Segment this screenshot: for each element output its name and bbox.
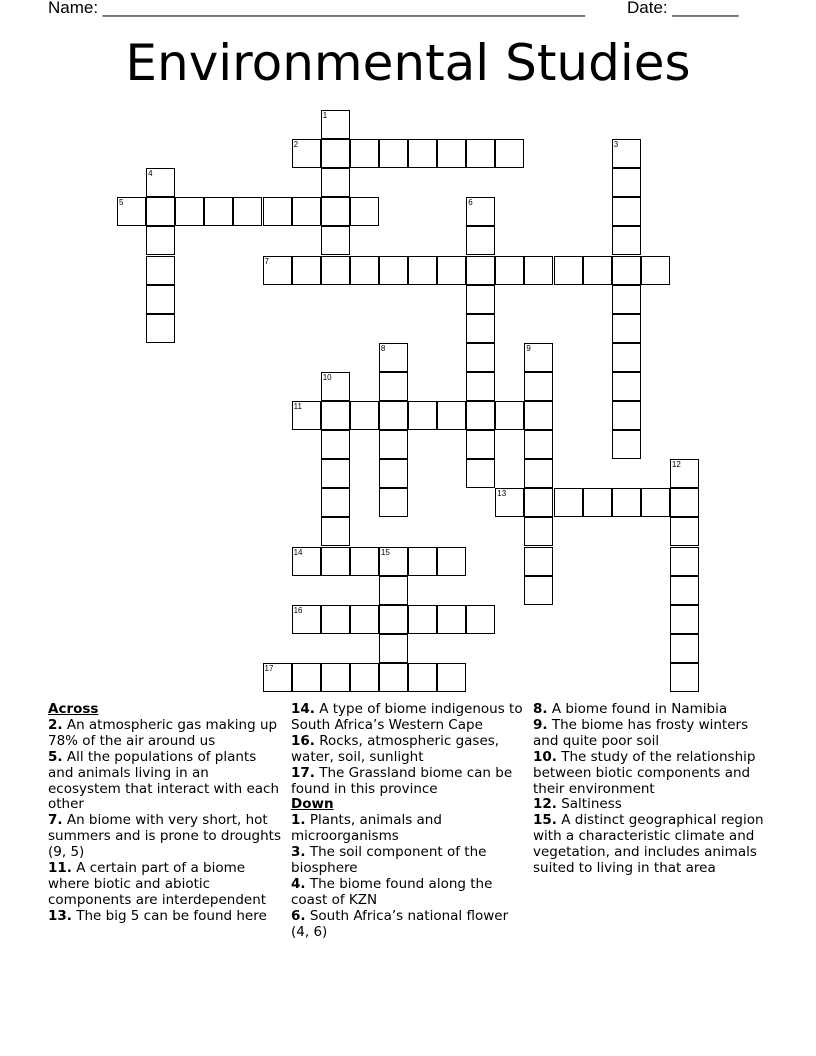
grid-cell[interactable] <box>321 168 350 197</box>
grid-cell[interactable] <box>466 401 495 430</box>
grid-cell[interactable] <box>466 459 495 488</box>
grid-cell[interactable] <box>379 139 408 168</box>
grid-cell[interactable] <box>233 197 262 226</box>
clue-down-8: 8. A biome found in Namibia <box>533 701 728 717</box>
grid-cell[interactable] <box>146 197 175 226</box>
grid-cell[interactable] <box>670 488 699 517</box>
grid-cell[interactable] <box>350 139 379 168</box>
grid-cell[interactable] <box>292 256 321 285</box>
grid-cell[interactable] <box>495 256 524 285</box>
grid-cell[interactable] <box>292 663 321 692</box>
clue-number-7: 7 <box>264 256 269 266</box>
grid-cell[interactable] <box>321 517 350 546</box>
grid-cell[interactable] <box>379 401 408 430</box>
grid-cell[interactable] <box>321 139 350 168</box>
grid-cell[interactable] <box>321 256 350 285</box>
grid-cell[interactable] <box>612 285 641 314</box>
grid-cell[interactable] <box>612 401 641 430</box>
grid-cell[interactable] <box>466 605 495 634</box>
grid-cell[interactable] <box>466 314 495 343</box>
clue-down-15: 15. A distinct geographical region with a characteristic climate and vegetation, and includes animals suited to living in that area <box>533 812 764 877</box>
grid-cell[interactable] <box>437 547 466 576</box>
grid-cell[interactable] <box>466 285 495 314</box>
grid-cell[interactable] <box>466 430 495 459</box>
grid-cell[interactable] <box>524 488 553 517</box>
clue-across-2: 2. An atmospheric gas making up 78% of the air around us <box>48 716 278 749</box>
name-field: Name: ___________________________________________________ <box>48 0 585 17</box>
grid-cell[interactable] <box>612 197 641 226</box>
grid-cell[interactable] <box>175 197 204 226</box>
grid-cell[interactable] <box>466 343 495 372</box>
clues-column-3 <box>533 702 768 877</box>
grid-cell[interactable] <box>612 372 641 401</box>
grid-cell[interactable] <box>524 372 553 401</box>
grid-cell[interactable] <box>670 605 699 634</box>
clue-number-10: 10 <box>322 372 332 382</box>
grid-cell[interactable] <box>379 605 408 634</box>
grid-cell[interactable] <box>379 430 408 459</box>
grid-cell[interactable] <box>321 488 350 517</box>
grid-cell[interactable] <box>466 372 495 401</box>
grid-cell[interactable] <box>350 605 379 634</box>
clue-down-9: 9. The biome has frosty winters and quite poor soil <box>533 716 749 749</box>
grid-cell[interactable] <box>612 226 641 255</box>
clue-down-6: 6. South Africa’s national flower (4, 6) <box>291 907 509 940</box>
grid-cell[interactable] <box>437 605 466 634</box>
grid-cell[interactable] <box>612 488 641 517</box>
clue-number-17: 17 <box>264 663 274 673</box>
clue-number-3: 3 <box>613 140 619 150</box>
grid-cell[interactable] <box>670 576 699 605</box>
clue-number-8: 8 <box>380 343 386 353</box>
clue-number-14: 14 <box>293 547 303 557</box>
clue-number-11: 11 <box>293 402 302 411</box>
grid-cell[interactable] <box>408 256 437 285</box>
clue-number-16: 16 <box>293 605 303 615</box>
grid-cell[interactable] <box>524 430 553 459</box>
grid-cell[interactable] <box>408 605 437 634</box>
grid-cell[interactable] <box>321 226 350 255</box>
grid-cell[interactable] <box>554 256 583 285</box>
grid-cell[interactable] <box>524 576 553 605</box>
clue-number-6: 6 <box>468 198 473 208</box>
grid-cell[interactable] <box>524 517 553 546</box>
grid-cell[interactable] <box>379 459 408 488</box>
clue-number-12: 12 <box>671 460 681 470</box>
clue-number-13: 13 <box>497 489 507 499</box>
grid-cell[interactable] <box>379 663 408 692</box>
grid-cell[interactable] <box>350 663 379 692</box>
grid-cell[interactable] <box>466 226 495 255</box>
grid-cell[interactable] <box>670 663 699 692</box>
grid-cell[interactable] <box>350 256 379 285</box>
grid-cell[interactable] <box>437 401 466 430</box>
grid-cell[interactable] <box>263 197 292 226</box>
date-field: Date: _______ <box>627 0 739 17</box>
clue-down-12: 12. Saltiness <box>533 796 622 813</box>
grid-cell[interactable] <box>350 401 379 430</box>
grid-cell[interactable] <box>495 139 524 168</box>
grid-cell[interactable] <box>670 634 699 663</box>
grid-cell[interactable] <box>583 256 612 285</box>
across-heading: Across <box>48 701 99 717</box>
grid-cell[interactable] <box>408 139 437 168</box>
grid-cell[interactable] <box>146 226 175 255</box>
grid-cell[interactable] <box>437 139 466 168</box>
grid-cell[interactable] <box>524 256 553 285</box>
grid-cell[interactable] <box>670 517 699 546</box>
clue-number-9: 9 <box>526 343 531 353</box>
page-title: Environmental Studies <box>125 34 691 92</box>
grid-cell[interactable] <box>408 547 437 576</box>
down-heading: Down <box>291 796 334 813</box>
grid-cell[interactable] <box>350 197 379 226</box>
clue-across-7: 7. An biome with very short, hot summers and is prone to droughts (9, 5) <box>48 812 282 861</box>
grid-cell[interactable] <box>641 488 670 517</box>
grid-cell[interactable] <box>583 488 612 517</box>
clue-number-4: 4 <box>148 169 153 179</box>
grid-cell[interactable] <box>204 197 233 226</box>
clue-down-10: 10. The study of the relationship between biotic components and their environment <box>533 748 756 797</box>
grid-cell[interactable] <box>321 430 350 459</box>
grid-cell[interactable] <box>524 547 553 576</box>
grid-cell[interactable] <box>466 139 495 168</box>
grid-cell[interactable] <box>612 314 641 343</box>
grid-cell[interactable] <box>321 459 350 488</box>
grid-cell[interactable] <box>612 168 641 197</box>
grid-cell[interactable] <box>321 197 350 226</box>
clue-across-17: 17. The Grassland biome can be found in this province <box>291 764 513 797</box>
grid-cell[interactable] <box>146 314 175 343</box>
grid-cell[interactable] <box>146 256 175 285</box>
clue-across-14: 14. A type of biome indigenous to South Africa’s Western Cape <box>291 701 523 733</box>
clue-across-16: 16. Rocks, atmospheric gases, water, soil, sunlight <box>291 732 500 765</box>
clue-number-2: 2 <box>293 140 299 150</box>
clue-down-1: 1. Plants, animals and microorganisms <box>291 812 442 845</box>
clue-down-4: 4. The biome found along the coast of KZN <box>291 875 493 908</box>
grid-cell[interactable] <box>612 430 641 459</box>
grid-cell[interactable] <box>321 663 350 692</box>
grid-cell[interactable] <box>554 488 583 517</box>
grid-cell[interactable] <box>437 663 466 692</box>
grid-cell[interactable] <box>350 547 379 576</box>
clue-across-13: 13. The big 5 can be found here <box>48 907 267 924</box>
clue-across-5: 5. All the populations of plants and animals living in an ecosystem that interact with each other <box>48 748 280 813</box>
grid-cell[interactable] <box>146 285 175 314</box>
clue-number-15: 15 <box>380 547 390 557</box>
grid-cell[interactable] <box>524 401 553 430</box>
clues-column-1 <box>48 702 283 925</box>
clue-down-3: 3. The soil component of the biosphere <box>291 844 487 877</box>
grid-cell[interactable] <box>612 256 641 285</box>
grid-cell[interactable] <box>379 256 408 285</box>
grid-cell[interactable] <box>670 547 699 576</box>
grid-cell[interactable] <box>466 256 495 285</box>
grid-cell[interactable] <box>408 401 437 430</box>
clue-number-5: 5 <box>119 198 124 208</box>
grid-cell[interactable] <box>321 547 350 576</box>
grid-cell[interactable] <box>321 401 350 430</box>
grid-cell[interactable] <box>321 605 350 634</box>
grid-cell[interactable] <box>641 256 670 285</box>
grid-cell[interactable] <box>495 401 524 430</box>
grid-cell[interactable] <box>292 197 321 226</box>
grid-cell[interactable] <box>612 343 641 372</box>
grid-cell[interactable] <box>437 256 466 285</box>
grid-cell[interactable] <box>379 488 408 517</box>
grid-cell[interactable] <box>524 459 553 488</box>
clue-number-1: 1 <box>322 111 328 120</box>
clue-across-11: 11. A certain part of a biome where biotic and abiotic components are interdependent <box>48 860 267 908</box>
grid-cell[interactable] <box>379 576 408 605</box>
clues-column-2 <box>291 702 523 941</box>
grid-cell[interactable] <box>379 634 408 663</box>
grid-cell[interactable] <box>408 663 437 692</box>
grid-cell[interactable] <box>379 372 408 401</box>
